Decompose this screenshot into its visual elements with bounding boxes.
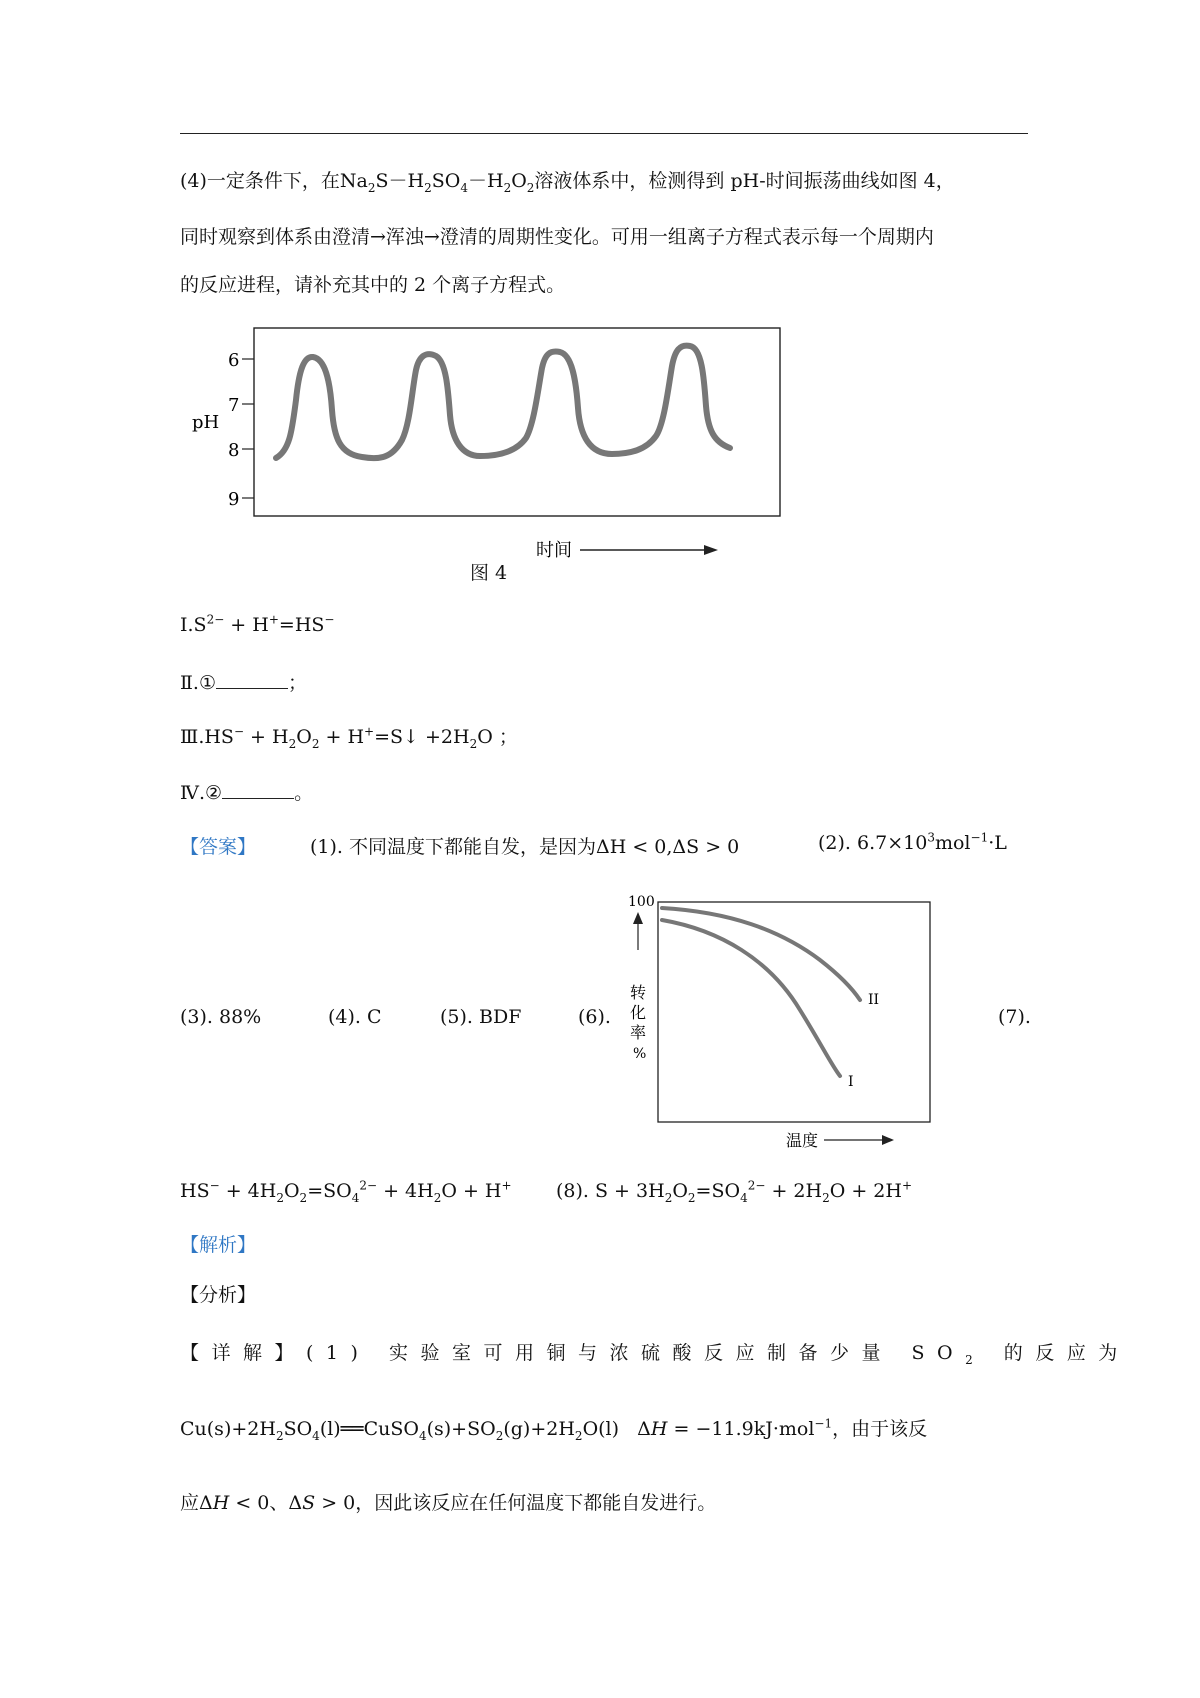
figure-6-xlabel: 温度 bbox=[786, 1131, 819, 1150]
figure-6-frame bbox=[658, 902, 930, 1122]
answer-4 bbox=[328, 1006, 382, 1028]
figure-6-conversion-vs-temperature bbox=[620, 890, 940, 1150]
answer-tag: 【答案】 bbox=[180, 836, 257, 858]
answer-4-num: (4). bbox=[328, 1006, 361, 1028]
answer-6-num: (6). bbox=[578, 1006, 611, 1028]
q4-line1-formula: $Na_2S-H_2SO_4-H_2O_2$ bbox=[339, 170, 535, 195]
step-2-blank bbox=[216, 687, 288, 689]
q4-line1 bbox=[180, 166, 955, 193]
detail-line-1: 【详解】(1) 实验室可用铜与浓硫酸反应制备少量 $SO_2$ 的反应为 bbox=[180, 1342, 1130, 1367]
answer-7-num: (7). bbox=[998, 1006, 1031, 1028]
jiexi-tag: 【解析】 bbox=[180, 1234, 257, 1256]
svg-text:率: 率 bbox=[630, 1023, 647, 1042]
answer-2 bbox=[818, 832, 1007, 854]
fenxi-tag: 【分析】 bbox=[180, 1284, 257, 1306]
answer-3-num: (3). bbox=[180, 1006, 213, 1028]
header-rule bbox=[180, 133, 1028, 134]
step-2-prefix: Ⅱ.① bbox=[180, 672, 216, 694]
step-2 bbox=[180, 668, 307, 695]
curve-II bbox=[662, 908, 860, 1000]
step-4-prefix: Ⅳ.② bbox=[180, 782, 223, 804]
curve-I bbox=[662, 920, 840, 1076]
answer-4-value: C bbox=[367, 1006, 382, 1028]
answer-3 bbox=[180, 1006, 261, 1028]
figure-4-xlabel: 时间 bbox=[536, 540, 572, 561]
ytick-8: 8 bbox=[228, 440, 240, 461]
figure-4-caption: 图 4 bbox=[470, 562, 508, 584]
answer-8 bbox=[556, 1178, 913, 1205]
curve-I-label: I bbox=[848, 1074, 854, 1090]
answer-7-value: $HS^- + 4H_2O_2=SO_4^{2-} + 4H_2O + H^+$ bbox=[180, 1178, 512, 1205]
step-4-blank bbox=[222, 797, 294, 799]
answer-8-num: (8). bbox=[556, 1180, 589, 1202]
answer-8-value: $S + 3H_2O_2=SO_4^{2-} + 2H_2O + 2H^+$ bbox=[595, 1178, 913, 1205]
step-4-suffix: 。 bbox=[294, 782, 314, 804]
ph-oscillation-curve bbox=[276, 346, 730, 459]
figure-6-ylabel bbox=[630, 983, 646, 1062]
step-1: $Ⅰ.S^{2-} + H^+=HS^-$ bbox=[180, 612, 335, 636]
figure-6-ymax: 100 bbox=[628, 894, 655, 910]
ytick-6: 6 bbox=[228, 350, 240, 371]
answer-5-num: (5). bbox=[440, 1006, 473, 1028]
answer-1-num: (1). bbox=[310, 836, 343, 858]
figure-6-xaxis-arrowhead bbox=[882, 1135, 894, 1145]
detail-line-2: $Cu(s)+2H_2SO_4(l)══CuSO_4(s)+SO_2(g)+2H_2O(l) \Delta H = -11.9kJ\cdot mol^{-1}$，由于该反 bbox=[180, 1416, 928, 1443]
figure-4-yticks bbox=[228, 350, 254, 510]
answer-5 bbox=[440, 1006, 521, 1028]
figure-4-xaxis-arrowhead bbox=[704, 545, 718, 555]
q4-line3: 的反应进程，请补充其中的 2 个离子方程式。 bbox=[180, 274, 566, 296]
q4-line1-text-a: (4)一定条件下，在 bbox=[180, 170, 340, 192]
figure-4-ph-oscillation bbox=[180, 320, 800, 590]
answer-1-text: 不同温度下都能自发，是因为ΔH < 0,ΔS > 0 bbox=[349, 836, 740, 858]
svg-text:化: 化 bbox=[630, 1003, 647, 1022]
ytick-7: 7 bbox=[228, 395, 240, 416]
detail-line-3: 应ΔH < 0、ΔS > 0，因此该反应在任何温度下都能自发进行。 bbox=[180, 1492, 717, 1514]
answer-1 bbox=[310, 832, 739, 859]
q4-line2: 同时观察到体系由澄清→浑浊→澄清的周期性变化。可用一组离子方程式表示每一个周期内 bbox=[180, 226, 934, 248]
answer-3-value: 88% bbox=[219, 1006, 262, 1028]
answer-2-num: (2). bbox=[818, 832, 851, 854]
figure-6-yaxis-arrowhead bbox=[633, 912, 643, 924]
curve-II-label: II bbox=[868, 992, 880, 1008]
answer-2-value: $6.7\times 10^3mol^{-1}\cdot L$ bbox=[857, 830, 1007, 854]
q4-line1-text-b: 溶液体系中，检测得到 pH-时间振荡曲线如图 4， bbox=[534, 170, 955, 192]
step-4 bbox=[180, 778, 313, 805]
step-2-suffix: ； bbox=[288, 672, 308, 694]
svg-text:%: % bbox=[633, 1046, 647, 1062]
ytick-9: 9 bbox=[228, 489, 240, 510]
svg-text:转: 转 bbox=[630, 983, 647, 1002]
step-3: Ⅲ.HS− + $H_2O_2$ + H+=S↓ $+2H_2O$ ； bbox=[180, 724, 518, 751]
figure-4-ylabel: pH bbox=[192, 412, 220, 433]
answer-5-value: BDF bbox=[479, 1006, 522, 1028]
